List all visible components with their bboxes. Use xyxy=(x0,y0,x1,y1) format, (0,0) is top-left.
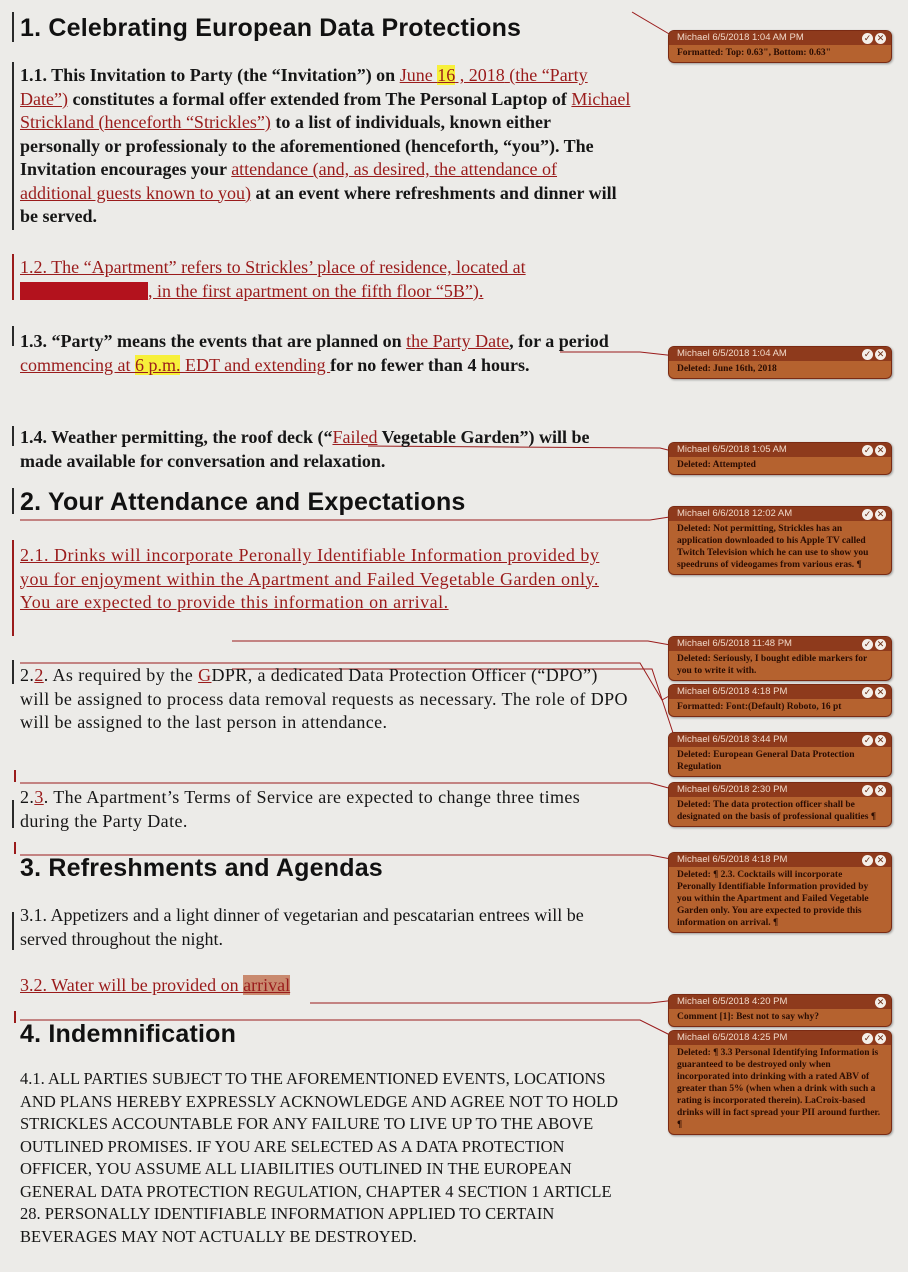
inserted-text[interactable]: the Party Date xyxy=(406,331,510,351)
comment-body: Deleted: Attempted xyxy=(677,460,756,470)
x-icon[interactable]: ✕ xyxy=(876,33,885,43)
inserted-text[interactable]: Michael Strickland (henceforth “Strickles”) xyxy=(20,88,631,132)
comment-header: Michael 6/5/2018 3:44 PM ✓ ✕ xyxy=(669,733,891,747)
x-icon[interactable]: ✕ xyxy=(876,1033,885,1043)
inserted-text[interactable]: attendance (and, as desired, the attendance of additional guests known to you) xyxy=(20,159,558,203)
comment-balloon[interactable] xyxy=(668,636,892,681)
comment-header: Michael 6/5/2018 1:04 AM ✓ ✕ xyxy=(669,347,891,361)
comment-balloon[interactable] xyxy=(668,852,892,933)
section-heading-2: 2. Your Attendance and Expectations xyxy=(20,488,466,516)
comment-balloon[interactable] xyxy=(668,994,892,1027)
comment-balloon[interactable] xyxy=(668,346,892,379)
paragraph-2-2: 2.2. As required by the GDPR, a dedicated Data Protection Officer (“DPO”) will be assigned to process data removal requests as necessary. The role of DPO will be assigned to the last person in attendance. xyxy=(20,665,628,732)
comment-header: Michael 6/5/2018 4:18 PM ✓ ✕ xyxy=(669,685,891,699)
connector-line xyxy=(310,1000,676,1003)
connector-line xyxy=(232,641,676,646)
section-heading-1: 1. Celebrating European Data Protections xyxy=(20,14,522,42)
check-icon[interactable]: ✓ xyxy=(863,785,872,795)
check-icon[interactable]: ✓ xyxy=(863,735,872,745)
change-bar xyxy=(12,660,14,684)
x-icon[interactable]: ✕ xyxy=(876,639,885,649)
inserted-text[interactable]: 2.1. Drinks will incorporate Peronally Identifiable Information provided by you for enjoyment within the Apartment and Failed Vegetable Garden only. You are expected to provide this information on arrival. xyxy=(20,545,600,612)
comment-header: Michael 6/5/2018 4:20 PM ✕ xyxy=(669,995,891,1009)
comment-header: Michael 6/5/2018 11:48 PM ✓ ✕ xyxy=(669,637,891,651)
comment-header: Michael 6/5/2018 2:30 PM ✓ ✕ xyxy=(669,783,891,797)
comment-balloon[interactable] xyxy=(668,732,892,777)
comment-body: Deleted: Not permitting, Strickles has an application downloaded to his Apple TV called Twitch Television which he can use to show you speedruns of videogames from various eras. ¶ xyxy=(677,524,869,570)
check-icon[interactable]: ✓ xyxy=(863,639,872,649)
x-icon[interactable]: ✕ xyxy=(876,785,885,795)
paragraph-2-3: 2.3. The Apartment’s Terms of Service are expected to change three times during the Party Date. xyxy=(20,787,581,831)
x-icon[interactable]: ✕ xyxy=(876,445,885,455)
paragraph-1-2: 1.2. The “Apartment” refers to Strickles’ place of residence, located at , in the first apartment on the fifth floor “5B”). xyxy=(20,257,526,301)
x-icon[interactable]: ✕ xyxy=(876,855,885,865)
change-bar xyxy=(12,912,14,950)
inserted-text[interactable]: Failed xyxy=(332,427,378,447)
comment-header: Michael 6/5/2018 1:05 AM ✓ ✕ xyxy=(669,443,891,457)
change-mark xyxy=(14,1011,16,1023)
paragraph-3-2 xyxy=(20,974,632,998)
check-icon[interactable]: ✓ xyxy=(863,349,872,359)
section-heading-3: 3. Refreshments and Agendas xyxy=(20,854,383,882)
comment-balloon[interactable] xyxy=(668,684,892,717)
change-bar xyxy=(12,12,14,42)
change-bar xyxy=(12,254,14,300)
check-icon[interactable]: ✓ xyxy=(863,509,872,519)
check-icon[interactable]: ✓ xyxy=(863,445,872,455)
comment-balloon[interactable] xyxy=(668,30,892,63)
x-icon[interactable]: ✕ xyxy=(876,687,885,697)
change-mark xyxy=(14,770,16,782)
x-icon[interactable]: ✕ xyxy=(876,735,885,745)
x-icon[interactable]: ✕ xyxy=(876,997,885,1007)
paragraph-2-1 xyxy=(20,544,632,615)
paragraph-1-3: 1.3. “Party” means the events that are planned on the Party Date, for a period commencing at 6 p.m. EDT and extending for no fewer than 4 hours. xyxy=(20,331,609,375)
comment-balloon[interactable] xyxy=(668,506,892,575)
section-heading-4: 4. Indemnification xyxy=(20,1020,237,1048)
inserted-text[interactable]: 3.2. Water will be provided on arrival xyxy=(20,975,291,995)
check-icon[interactable]: ✓ xyxy=(863,687,872,697)
comment-header: Michael 6/5/2018 4:18 PM ✓ ✕ xyxy=(669,853,891,867)
paragraph-1-1: 1.1. This Invitation to Party (the “Invitation”) on June 16 , 2018 (the “Party Date”) constitutes a formal offer extended from The Personal Laptop of Michael Strickland (henceforth “Strickles”) to a list of individuals, known either personally or professionaly to the aforementioned (henceforth, “you”). The Invitation encourages your attendance (and, as desired, the attendance of additional guests known to you) at an event where refreshments and dinner will be served. xyxy=(20,65,631,226)
change-mark xyxy=(14,842,16,854)
x-icon[interactable]: ✕ xyxy=(876,349,885,359)
comment-body: Formatted: Top: 0.63", Bottom: 0.63" xyxy=(677,48,831,58)
comment-body: Formatted: Font:(Default) Roboto, 16 pt xyxy=(677,702,842,712)
inserted-text[interactable]: commencing at 6 p.m. EDT and extending xyxy=(20,354,331,375)
change-bar xyxy=(12,62,14,230)
inserted-text[interactable]: June 16 , 2018 (the “Party Date”) xyxy=(20,65,588,109)
comment-header: Michael 6/5/2018 1:04 AM PM ✓ ✕ xyxy=(669,31,891,45)
comment-balloon[interactable] xyxy=(668,1030,892,1135)
x-icon[interactable]: ✕ xyxy=(876,509,885,519)
comment-header: Michael 6/5/2018 4:25 PM ✓ ✕ xyxy=(669,1031,891,1045)
comment-body: Comment [1]: Best not to say why? xyxy=(677,1012,819,1022)
change-bar xyxy=(12,326,14,346)
paragraph-3-1: 3.1. Appetizers and a light dinner of vegetarian and pescatarian entrees will be served throughout the night. xyxy=(20,905,584,949)
paragraph-4-1: 4.1. ALL PARTIES SUBJECT TO THE AFOREMENTIONED EVENTS, LOCATIONS AND PLANS HEREBY EXPRESSLY ACKNOWLEDGE AND AGREE NOT TO HOLD STRICKLES ACCOUNTABLE FOR ANY FAILURE TO LIVE UP TO THE ABOVE OUTLINED PROMISES. IF YOU ARE SELECTED AS A DATA PROTECTION OFFICER, YOU ASSUME ALL LIABILITIES OUTLINED IN THE EUROPEAN GENERAL DATA PROTECTION REGULATION, CHAPTER 4 SECTION 1 ARTICLE 28. PERSONALLY IDENTIFIABLE INFORMATION APPLIED TO CERTAIN BEVERAGES MAY NOT ACTUALLY BE DESTROYED. xyxy=(20,1069,619,1246)
highlight: arrival xyxy=(243,975,291,995)
comment-body: Deleted: Seriously, I bought edible markers for you to write it with. xyxy=(677,654,868,676)
change-bar xyxy=(12,800,14,828)
redaction-block xyxy=(20,282,148,300)
check-icon[interactable]: ✓ xyxy=(863,33,872,43)
highlight: 6 p.m. xyxy=(134,354,181,375)
change-bar xyxy=(12,426,14,446)
change-bar xyxy=(12,540,14,636)
paragraph-1-4: 1.4. Weather permitting, the roof deck (“Failed Vegetable Garden”) will be made available for conversation and relaxation. xyxy=(20,427,590,471)
comment-body: Deleted: The data protection officer shall be designated on the basis of professional qualities ¶ xyxy=(677,800,876,822)
change-bar xyxy=(12,488,14,514)
comment-body: Deleted: ¶ 2.3. Cocktails will incorporate Peronally Identifiable Information provided by you within the Apartment and Failed Vegetable Garden only. You are expected to provide this information on arrival. ¶ xyxy=(677,870,869,928)
comment-header: Michael 6/6/2018 12:02 AM ✓ ✕ xyxy=(669,507,891,521)
comment-body: Deleted: European General Data Protection Regulation xyxy=(677,750,855,772)
check-icon[interactable]: ✓ xyxy=(863,855,872,865)
comment-body: Deleted: ¶ 3.3 Personal Identifying Information is guaranteed to be destroyed only when incorporated into drinking with a rated ABV of greater than 5% (when when a drink with such a rating is incorporated therein). LaCroix-based drinks will in fact spread your PII around further. ¶ xyxy=(677,1048,881,1130)
check-icon[interactable]: ✓ xyxy=(863,1033,872,1043)
comment-balloon[interactable] xyxy=(668,442,892,475)
comment-body: Deleted: June 16th, 2018 xyxy=(677,364,777,374)
comment-balloon[interactable] xyxy=(668,782,892,827)
highlight: 16 xyxy=(437,65,456,85)
